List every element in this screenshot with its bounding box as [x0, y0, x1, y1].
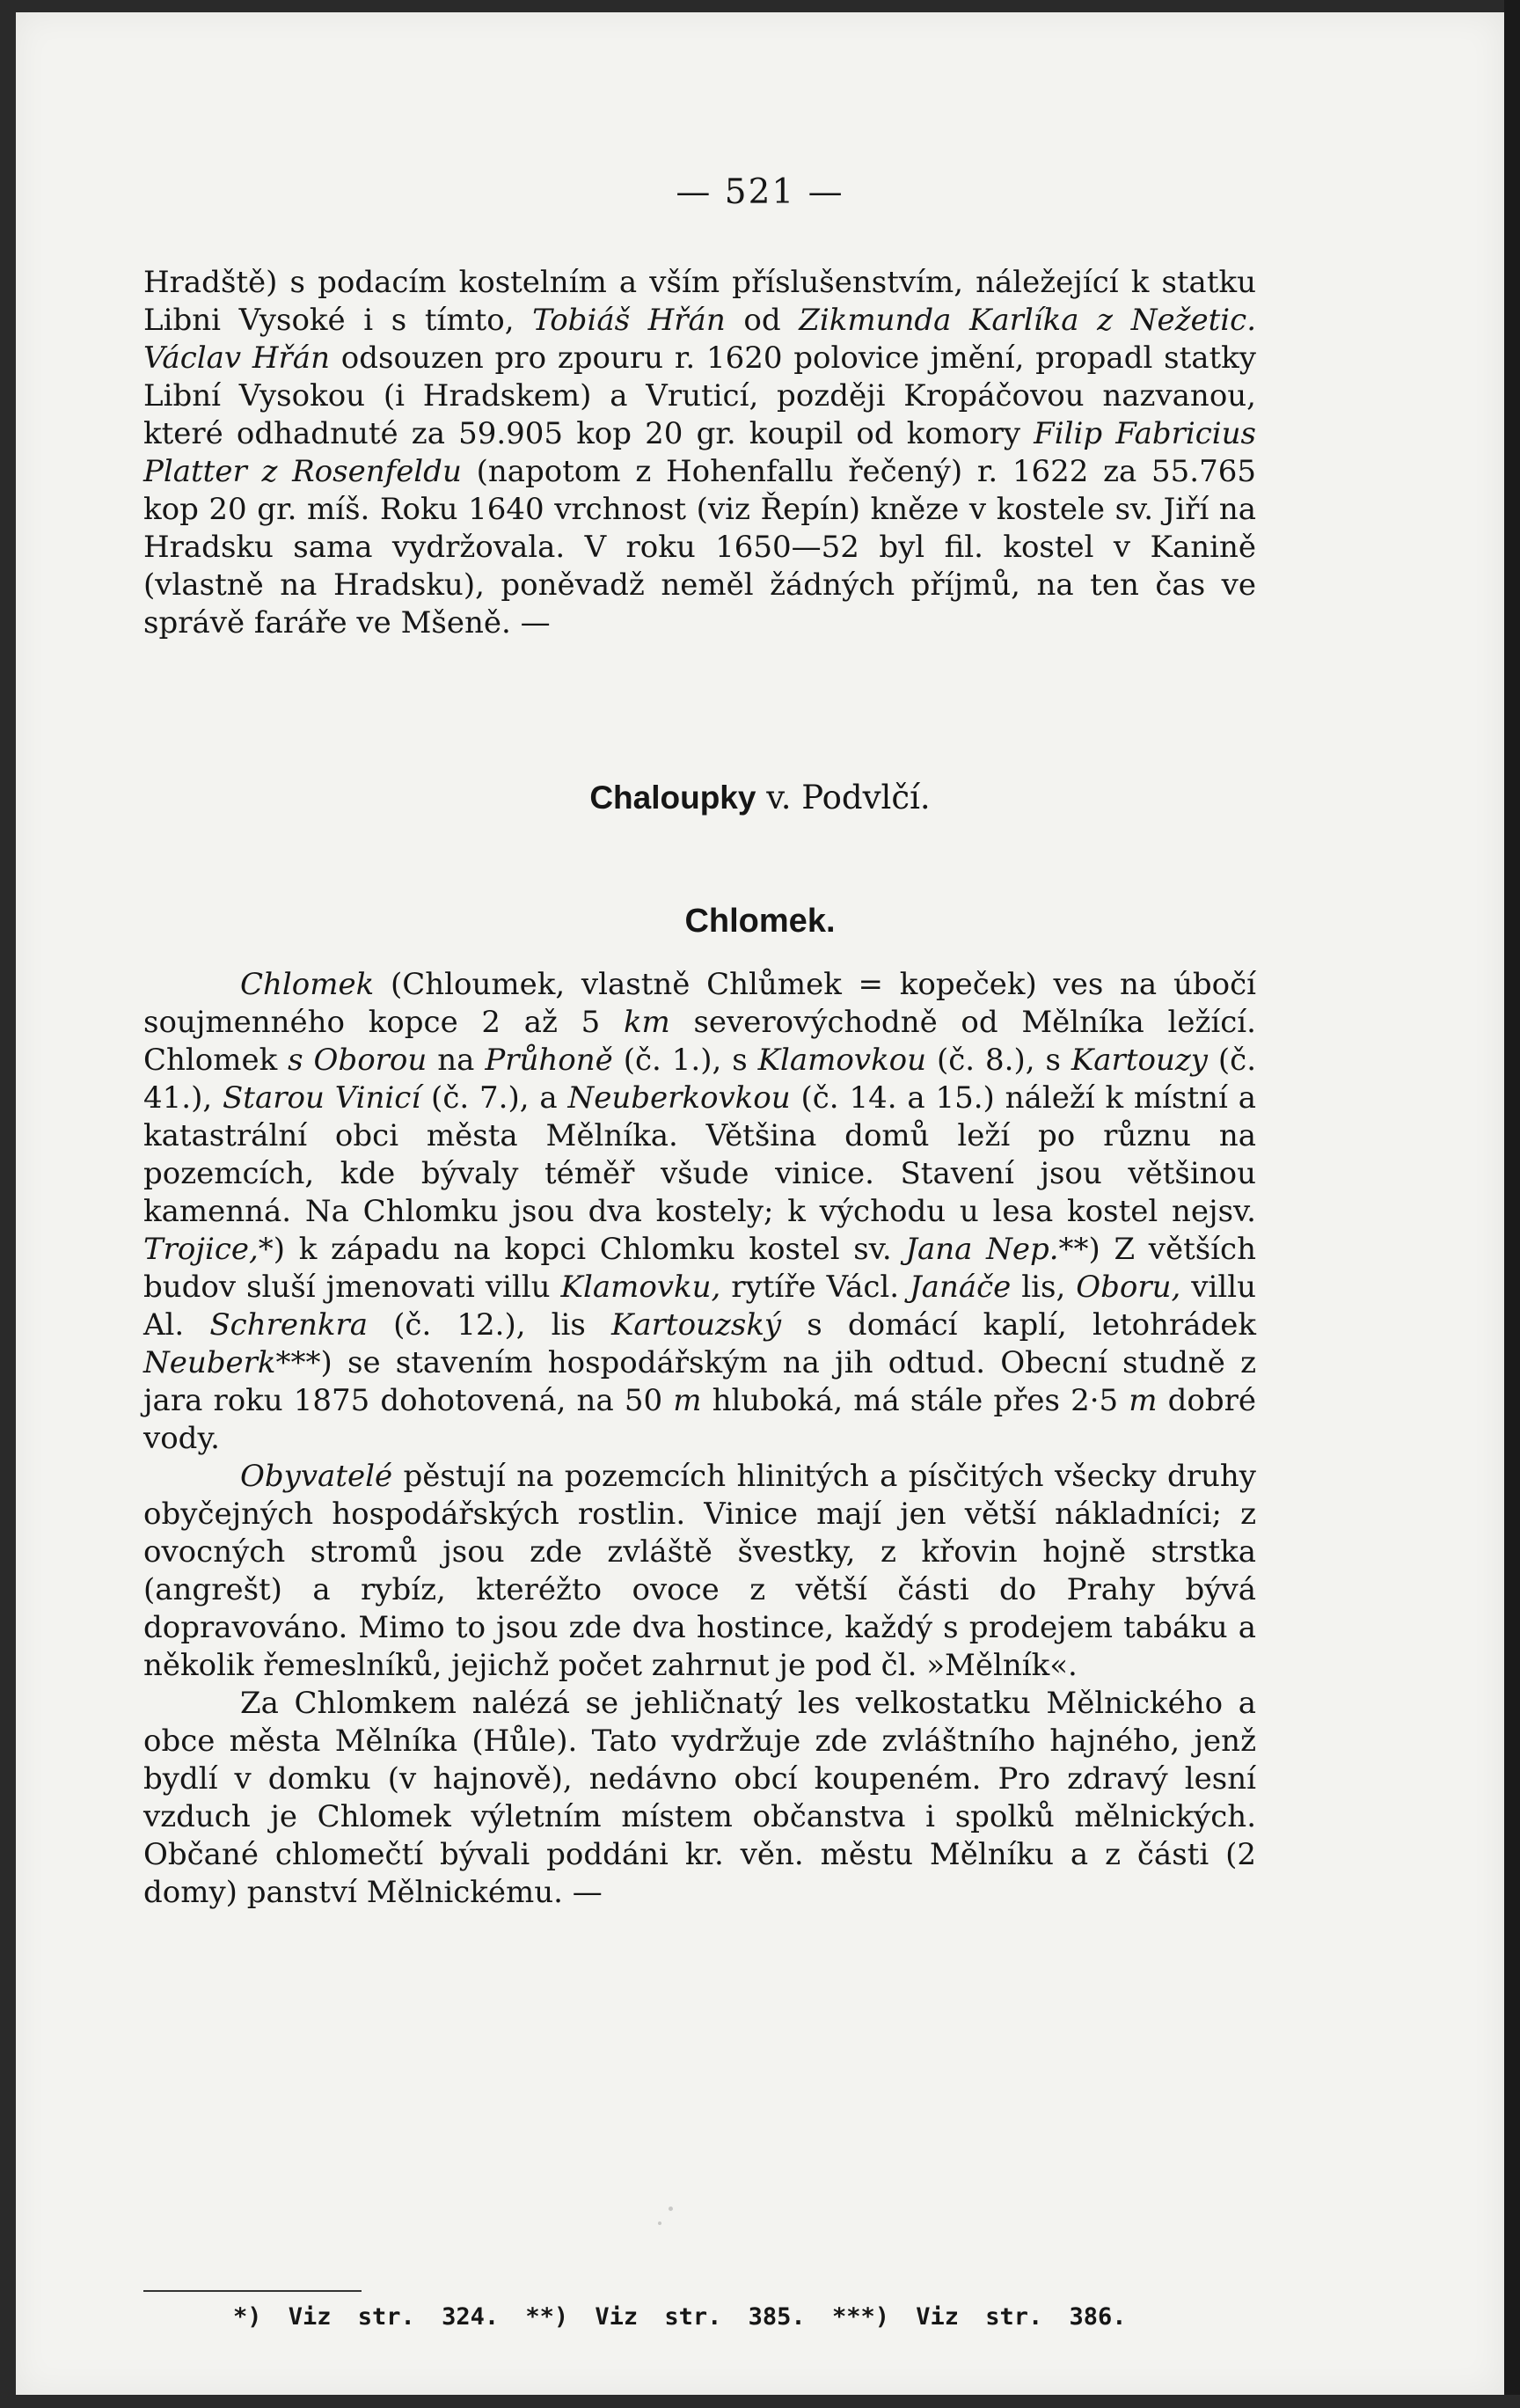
italic-run: Filip Fabricius Platter z Rosenfeldu — [143, 416, 1256, 489]
continuation-paragraph — [143, 264, 1256, 642]
text-run: (Chloumek, vlastně Chlůmek = kopeček) ves na úbočí soujmenného kopce 2 až 5 — [143, 967, 1256, 1040]
italic-run: Kartouzský — [611, 1307, 782, 1343]
italic-run: Klamovkou — [757, 1043, 927, 1078]
italic-run: s Oborou — [288, 1043, 428, 1078]
italic-run: Jana Nep. — [905, 1232, 1059, 1267]
text-run: (č. 7.), a — [420, 1080, 568, 1116]
scan-border-top — [0, 0, 1520, 12]
italic-run: Neuberk — [143, 1345, 276, 1380]
text-run: **) Z větších budov sluší jmenovati villu — [143, 1232, 1256, 1305]
footnotes: *) Viz str. 324. **) Viz str. 385. ***) Viz str. 386. — [233, 2303, 1127, 2331]
italic-run: Starou Vinicí — [223, 1080, 421, 1116]
italic-run: Průhoně — [485, 1043, 613, 1078]
italic-run: Trojice, — [143, 1232, 259, 1267]
text-run: lis, — [1011, 1270, 1077, 1305]
italic-run: Obyvatelé — [240, 1459, 393, 1494]
text-run: (napotom z Hohenfallu řečený) r. 1622 za 55.765 kop 20 gr. míš. Roku 1640 vrchnost (viz Řepín) kněze v kostele sv. Jiří na Hradsku sama vydržovala. V roku 1650—52 byl fil. kostel v Kanině (vlastně na Hradsku), poněvadž neměl žádných příjmů, na ten čas ve správě faráře ve Mšeně. — — [143, 454, 1256, 640]
text-run: Hradště) s podacím kostelním a vším příslušenstvím, náležející k statku Libni Vysoké i s tímto, — [143, 265, 1256, 338]
italic-run: Schrenkra — [209, 1307, 369, 1343]
italic-run: Janáče — [910, 1270, 1012, 1305]
scan-border-right — [1504, 0, 1520, 2408]
text-run: villu Al. — [143, 1270, 1257, 1343]
text-run: dobré vody. — [143, 1383, 1256, 1456]
heading-chaloupky — [0, 779, 1520, 816]
text-run: od — [725, 303, 800, 338]
text-run: Za Chlomkem nalézá se jehličnatý les velkostatku Mělnického a obce města Mělníka (Hůle). Tato vydržuje zde zvláštního hajného, jenž bydlí v domku (v hajnově), nedávno obcí koupeném. Pro zdravý lesní vzduch je Chlomek výletním místem občanstva i spolků mělnických. Občané chlomečtí bývali poddáni kr. věn. městu Mělníku a z části (2 domy) panství Mělnickému. — — [143, 1686, 1256, 1910]
heading-chlomek: Chlomek. — [684, 903, 836, 940]
text-run: na — [427, 1043, 486, 1078]
paragraph-description — [143, 966, 1256, 1458]
text-run: rytíře Václ. — [720, 1270, 910, 1305]
footnote-rule — [143, 2290, 362, 2292]
italic-run: Chlomek — [240, 967, 375, 1002]
chlomek-section — [143, 966, 1256, 1912]
italic-run: Kartouzy — [1071, 1043, 1208, 1078]
text-run: (č. 1.), s — [612, 1043, 758, 1078]
italic-run: Tobiáš Hřán — [532, 303, 726, 338]
page-number: — 521 — — [676, 172, 844, 212]
scan-border-bottom — [0, 2395, 1520, 2408]
text-run: s domácí kaplí, letohrádek — [781, 1307, 1257, 1343]
text-run: pěstují na pozemcích hlinitých a písčitých všecky druhy obyčejných hospodářských rostlin. Vinice mají jen větší nákladníci; z ovocných stromů jsou zde zvláště švestky, z křovin hojně strstka (angrešt) a rybíz, kteréžto ovoce z větší části do Prahy bývá dopravováno. Mimo to jsou zde dva hostince, každý s prodejem tabáku a několik řemeslníků, jejichž počet zahrnut je pod čl. »Mělník«. — [143, 1459, 1256, 1683]
heading-chaloupky-reference: v. Podvlčí. — [756, 779, 931, 816]
scan-speck — [658, 2221, 661, 2225]
scan-border-left — [0, 0, 16, 2408]
text-run: severovýchodně od Mělníka ležící. Chlomek — [143, 1005, 1256, 1078]
text-run: (č. 8.), s — [926, 1043, 1071, 1078]
text-run: (č. 41.), — [143, 1043, 1257, 1116]
italic-run: km — [623, 1005, 670, 1040]
text-run: hluboká, má stále přes 2·5 — [701, 1383, 1129, 1418]
italic-run: Oboru, — [1076, 1270, 1181, 1305]
paragraph — [143, 264, 1256, 642]
heading-chaloupky-title: Chaloupky — [589, 779, 756, 816]
text-run: *) k západu na kopci Chlomku kostel sv. — [258, 1232, 906, 1267]
italic-run: Klamovku, — [560, 1270, 721, 1305]
italic-run: m — [673, 1383, 702, 1418]
paragraph-inhabitants — [143, 1458, 1256, 1685]
text-run: (č. 12.), lis — [368, 1307, 611, 1343]
text-run: (č. 14. a 15.) náleží k místní a katastrální obci města Mělníka. Většina domů leží po různu na pozemcích, kde bývaly téměř všude vinice. Stavení jsou většinou kamenná. Na Chlomku jsou dva kostely; k východu u lesa kostel nejsv. — [143, 1080, 1257, 1229]
scan-speck — [669, 2207, 673, 2211]
italic-run: Zikmunda Karlíka z Nežetic. Václav Hřán — [143, 303, 1257, 376]
text-run: ***) se stavením hospodářským na jih odtud. Obecní studně z jara roku 1875 dohotovená, na 50 — [143, 1345, 1256, 1418]
italic-run: m — [1129, 1383, 1158, 1418]
paragraph-forest — [143, 1685, 1256, 1912]
italic-run: Neuberkovkou — [567, 1080, 791, 1116]
text-run: odsouzen pro zpouru r. 1620 polovice jmění, propadl statky Libní Vysokou (i Hradskem) a Vruticí, později Kropáčovou nazvanou, které odhadnuté za 59.905 kop 20 gr. koupil od komory — [143, 340, 1256, 451]
